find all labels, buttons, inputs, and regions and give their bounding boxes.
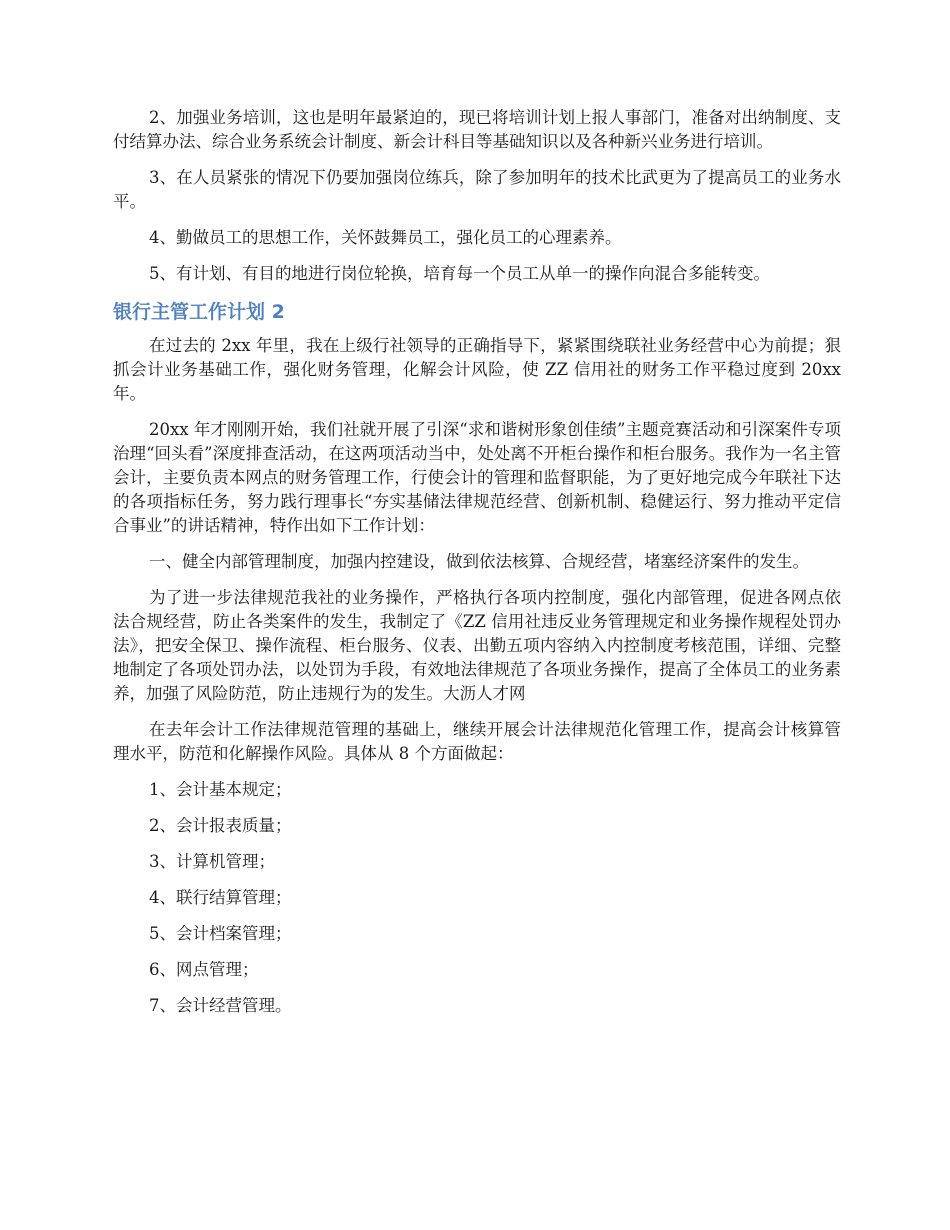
paragraph-eight-aspects: 在去年会计工作法律规范管理的基础上，继续开展会计法律规范化管理工作，提高会计核算管理水平，防范和化解操作风险。具体从 8 个方面做起： [113,720,841,763]
paragraph-background: 20xx 年才刚刚开始，我们社就开展了引深“求和谐树形象创佳绩”主题竞赛活动和引深案件专项治理“回头看”深度排查活动，在这两项活动当中，处处离不开柜台操作和柜台服务。我作为一名主管会计，主要负责本网点的财务管理工作，行使会计的管理和监督职能，为了更好地完成今年联社下达的各项指标任务，努力践行理事长“夯实基储法律规范经营、创新机制、稳健运行、努力推动平定信合事业”的讲话精神，特作出如下工作计划： [113,420,841,535]
section-heading: 银行主管工作计划 2 [113,301,285,323]
list-item: 7、会计经营管理。 [149,996,292,1015]
document-page [113,106,841,1030]
paragraph-point-one: 一、健全内部管理制度，加强内控建设，做到依法核算、合规经营，堵塞经济案件的发生。 [149,552,809,571]
paragraph-intro: 在过去的 2xx 年里，我在上级行社领导的正确指导下，紧紧围绕联社业务经营中心为前提；狠抓会计业务基础工作，强化财务管理，化解会计风险，使 ZZ 信用社的财务工作平稳过度到 20xx 年。 [113,336,841,403]
list-item: 1、会计基本规定； [149,780,292,799]
list-item: 2、会计报表质量； [149,816,292,835]
list-item: 5、会计档案管理； [149,924,292,943]
paragraph-internal-control: 为了进一步法律规范我社的业务操作，严格执行各项内控制度，强化内部管理，促进各网点依法合规经营，防止各类案件的发生，我制定了《ZZ 信用社违反业务管理规定和业务操作规程处罚办法》，把安全保卫、操作流程、柜台服务、仪表、出勤五项内容纳入内控制度考核范围，详细、完整地制定了各项处罚办法，以处罚为手段，有效地法律规范了各项业务操作，提高了全体员工的业务素养，加强了风险防范，防止违规行为的发生。大沥人才网 [113,588,841,703]
list-item: 3、计算机管理； [149,852,275,871]
paragraph-item-2: 2、加强业务培训，这也是明年最紧迫的，现已将培训计划上报人事部门，准备对出纳制度、支付结算办法、综合业务系统会计制度、新会计科目等基础知识以及各种新兴业务进行培训。 [113,108,841,151]
list-item: 4、联行结算管理； [149,888,292,907]
paragraph-item-5: 5、有计划、有目的地进行岗位轮换，培育每一个员工从单一的操作向混合多能转变。 [149,264,770,283]
paragraph-item-4: 4、勤做员工的思想工作，关怀鼓舞员工，强化员工的心理素养。 [149,228,622,247]
paragraph-item-3: 3、在人员紧张的情况下仍要加强岗位练兵，除了参加明年的技术比武更为了提高员工的业务水平。 [113,168,841,211]
list-item: 6、网点管理； [149,960,259,979]
